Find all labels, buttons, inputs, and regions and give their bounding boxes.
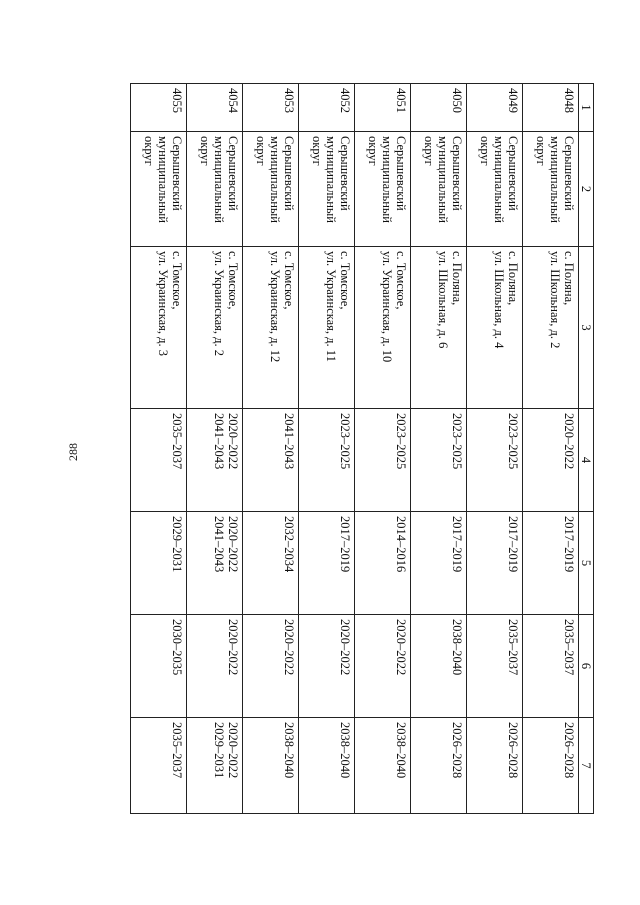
- district-cell: Серышевский муниципальный округ: [467, 132, 523, 247]
- period-cell-5: 2014–2016: [355, 512, 411, 615]
- table-row: [523, 84, 579, 814]
- column-header-5: 5: [579, 512, 594, 615]
- period-cell-4: 2020–2022 2041–2043: [187, 409, 243, 512]
- period-cell-7: 2020–2022 2029–2031: [187, 718, 243, 814]
- district-cell: Серышевский муниципальный округ: [131, 132, 187, 247]
- period-cell-6: 2020–2022: [355, 615, 411, 718]
- row-number: 4051: [355, 84, 411, 132]
- period-cell-5: 2032–2034: [243, 512, 299, 615]
- column-header-2: 2: [579, 132, 594, 247]
- table-row: [467, 84, 523, 814]
- row-number: 4055: [131, 84, 187, 132]
- table-row: [411, 84, 467, 814]
- period-cell-5: 2017–2019: [523, 512, 579, 615]
- period-cell-7: 2026–2028: [523, 718, 579, 814]
- period-cell-6: 2020–2022: [187, 615, 243, 718]
- row-number: 4050: [411, 84, 467, 132]
- period-cell-6: 2020–2022: [243, 615, 299, 718]
- period-cell-7: 2038–2040: [243, 718, 299, 814]
- period-cell-4: 2023–2025: [355, 409, 411, 512]
- column-header-4: 4: [579, 409, 594, 512]
- period-cell-5: 2017–2019: [467, 512, 523, 615]
- table-frame: [114, 83, 594, 813]
- period-cell-6: 2035–2037: [467, 615, 523, 718]
- period-cell-6: 2035–2037: [523, 615, 579, 718]
- row-number: 4054: [187, 84, 243, 132]
- schedule-table: [130, 83, 594, 814]
- column-header-3: 3: [579, 247, 594, 409]
- address-cell: с. Томское, ул. Украинская, д. 3: [131, 247, 187, 409]
- row-number: 4049: [467, 84, 523, 132]
- address-cell: с. Томское, ул. Украинская, д. 12: [243, 247, 299, 409]
- row-number: 4052: [299, 84, 355, 132]
- district-cell: Серышевский муниципальный округ: [411, 132, 467, 247]
- period-cell-4: 2020–2022: [523, 409, 579, 512]
- table-row: [299, 84, 355, 814]
- address-cell: с. Поляна, ул. Школьная, д. 6: [411, 247, 467, 409]
- address-cell: с. Томское, ул. Украинская, д. 2: [187, 247, 243, 409]
- period-cell-4: 2023–2025: [411, 409, 467, 512]
- address-cell: с. Поляна, ул. Школьная, д. 2: [523, 247, 579, 409]
- address-cell: с. Томское, ул. Украинская, д. 10: [355, 247, 411, 409]
- table-row: [243, 84, 299, 814]
- table-row: [187, 84, 243, 814]
- period-cell-6: 2038–2040: [411, 615, 467, 718]
- district-cell: Серышевский муниципальный округ: [187, 132, 243, 247]
- period-cell-6: 2030–2035: [131, 615, 187, 718]
- address-cell: с. Томское, ул. Украинская, д. 11: [299, 247, 355, 409]
- period-cell-4: 2035–2037: [131, 409, 187, 512]
- column-header-7: 7: [579, 718, 594, 814]
- period-cell-5: 2029–2031: [131, 512, 187, 615]
- table-header-row: [579, 84, 594, 814]
- period-cell-7: 2038–2040: [355, 718, 411, 814]
- page-number: 288: [66, 443, 80, 461]
- row-number: 4048: [523, 84, 579, 132]
- period-cell-5: 2017–2019: [411, 512, 467, 615]
- row-number: 4053: [243, 84, 299, 132]
- district-cell: Серышевский муниципальный округ: [355, 132, 411, 247]
- period-cell-7: 2026–2028: [467, 718, 523, 814]
- column-header-1: 1: [579, 84, 594, 132]
- column-header-6: 6: [579, 615, 594, 718]
- period-cell-4: 2023–2025: [467, 409, 523, 512]
- district-cell: Серышевский муниципальный округ: [523, 132, 579, 247]
- period-cell-6: 2020–2022: [299, 615, 355, 718]
- period-cell-4: 2041–2043: [243, 409, 299, 512]
- district-cell: Серышевский муниципальный округ: [299, 132, 355, 247]
- period-cell-7: 2035–2037: [131, 718, 187, 814]
- table-row: [131, 84, 187, 814]
- period-cell-5: 2020–2022 2041–2043: [187, 512, 243, 615]
- table-row: [355, 84, 411, 814]
- period-cell-4: 2023–2025: [299, 409, 355, 512]
- period-cell-5: 2017–2019: [299, 512, 355, 615]
- district-cell: Серышевский муниципальный округ: [243, 132, 299, 247]
- period-cell-7: 2038–2040: [299, 718, 355, 814]
- address-cell: с. Поляна, ул. Школьная, д. 4: [467, 247, 523, 409]
- period-cell-7: 2026–2028: [411, 718, 467, 814]
